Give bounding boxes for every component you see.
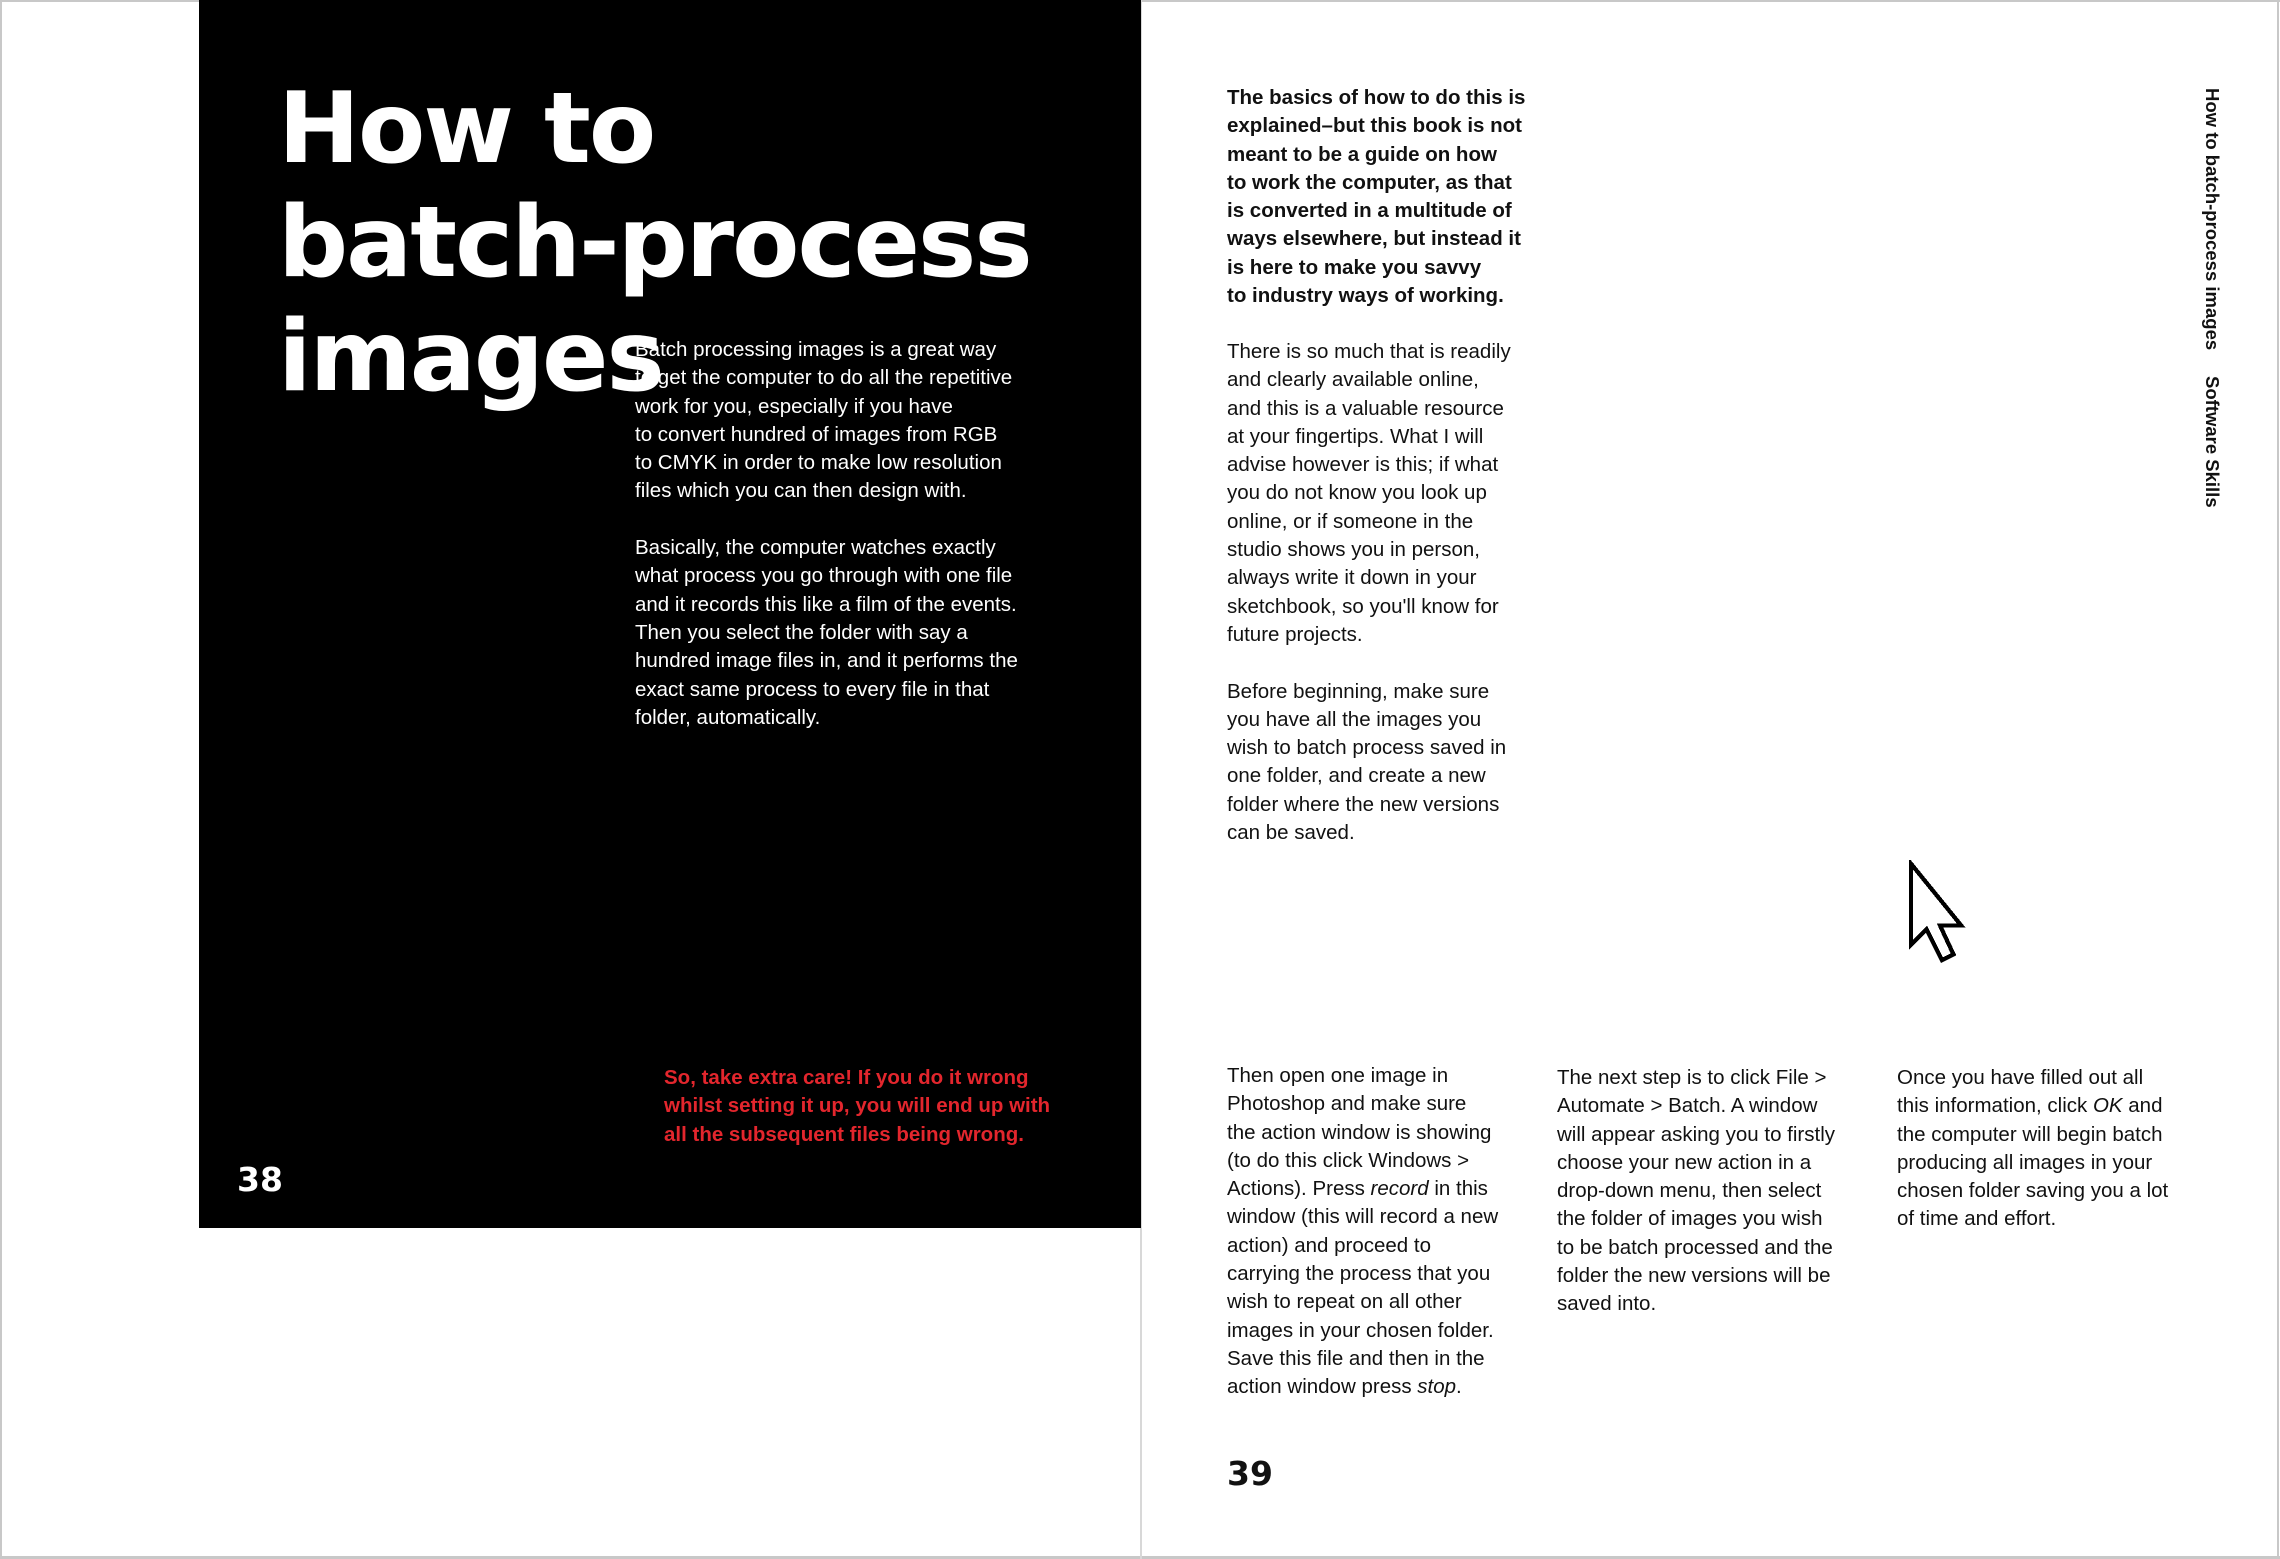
step-finish-text (1897, 1064, 2227, 1234)
mouse-pointer-icon (1907, 860, 1973, 964)
right-page-number: 39 (1227, 1454, 1273, 1493)
text-line: sketchbook, so you'll know for (1227, 594, 1499, 618)
online-resources-text (1227, 338, 1547, 847)
text-line: There is so much that is readily (1227, 340, 1511, 363)
text-line: future projects. (1227, 622, 1363, 646)
text-line (1227, 1175, 1547, 1203)
text-line: at your fingertips. What I will (1227, 424, 1484, 448)
text-line: saved into. (1557, 1292, 1657, 1316)
title-line: How to (278, 72, 655, 186)
text-line: Then open one image in (1227, 1064, 1449, 1087)
text-line: you have all the images you (1227, 707, 1482, 731)
text-line: work for you, especially if you have (635, 394, 953, 418)
left-page-edge (0, 0, 2, 1559)
text-line: will appear asking you to firstly (1557, 1122, 1836, 1146)
step-batch-menu-text (1557, 1064, 1877, 1319)
running-head-chapter: How to batch-process images (2202, 88, 2223, 351)
intro-paragraph-1 (635, 336, 1075, 506)
text-line: action) and proceed to (1227, 1233, 1431, 1257)
text-line: is converted in a multitude of (1227, 199, 1512, 223)
text-line: producing all images in your (1897, 1150, 2153, 1174)
text-line: and it records this like a film of the events. (635, 592, 1017, 616)
stop-word: stop (1417, 1375, 1457, 1399)
warning-callout (664, 1064, 1084, 1149)
intro-text (635, 336, 1075, 732)
text-line: you do not know you look up (1227, 481, 1487, 505)
text-line: Automate > Batch. A window (1557, 1094, 1818, 1118)
text-line: of time and effort. (1897, 1207, 2057, 1231)
text-line: images in your chosen folder. (1227, 1318, 1494, 1342)
text-line: advise however is this; if what (1227, 453, 1499, 477)
ok-word: OK (2092, 1094, 2123, 1118)
text-line: hundred image files in, and it performs the (635, 649, 1018, 673)
warning-line: So, take extra care! If you do it wrong (664, 1066, 1029, 1089)
text-fragment: Actions). Press (1227, 1177, 1371, 1201)
online-paragraph-1 (1227, 338, 1547, 649)
text-line: to CMYK in order to make low resolution (635, 451, 1002, 475)
text-line: Once you have filled out all (1897, 1066, 2144, 1089)
warning-line: all the subsequent files being wrong. (664, 1122, 1024, 1146)
text-line: folder the new versions will be (1557, 1264, 1831, 1288)
text-line: The next step is to click File > (1557, 1066, 1827, 1089)
text-line: wish to batch process saved in (1227, 736, 1507, 760)
text-line: exact same process to every file in that (635, 677, 990, 701)
text-line: and this is a valuable resource (1227, 396, 1504, 420)
mouse-pointer-body (1911, 864, 1961, 960)
warning-line: whilst setting it up, you will end up with (664, 1094, 1051, 1118)
text-line: drop-down menu, then select (1557, 1179, 1822, 1203)
text-line: what process you go through with one file (635, 564, 1013, 588)
text-line: and clearly available online, (1227, 368, 1479, 392)
text-fragment: action window press (1227, 1375, 1418, 1399)
text-line: Save this file and then in the (1227, 1346, 1485, 1370)
running-head-section: Software Skills (2202, 376, 2223, 508)
text-fragment: this information, click (1897, 1094, 2093, 1118)
record-word: record (1370, 1177, 1429, 1201)
text-line (1227, 1373, 1547, 1401)
text-line: choose your new action in a (1557, 1150, 1812, 1174)
right-page-edge (2277, 0, 2279, 1559)
text-line: can be saved. (1227, 821, 1355, 845)
text-line: (to do this click Windows > (1227, 1148, 1470, 1172)
text-fragment: in this (1428, 1177, 1488, 1201)
text-line: to convert hundred of images from RGB (635, 422, 998, 446)
text-line: carrying the process that you (1227, 1262, 1491, 1286)
text-line: folder where the new versions (1227, 792, 1500, 816)
text-line: to be batch processed and the (1557, 1235, 1833, 1259)
text-line: to industry ways of working. (1227, 284, 1504, 308)
text-line: Batch processing images is a great way (635, 338, 997, 361)
text-line: meant to be a guide on how (1227, 142, 1497, 166)
title-line: batch-process (278, 186, 1031, 300)
text-line: explained–but this book is not (1227, 114, 1522, 138)
text-line: is here to make you savvy (1227, 255, 1482, 279)
step-open-image-text (1227, 1062, 1547, 1402)
text-line: the folder of images you wish (1557, 1207, 1823, 1231)
intro-paragraph-2 (635, 534, 1075, 732)
text-line: folder, automatically. (635, 705, 821, 729)
text-line: to get the computer to do all the repetitive (635, 366, 1013, 390)
text-line: studio shows you in person, (1227, 538, 1480, 562)
text-line: online, or if someone in the (1227, 509, 1474, 533)
online-paragraph-2 (1227, 678, 1547, 848)
text-line: always write it down in your (1227, 566, 1477, 590)
text-line: ways elsewhere, but instead it (1227, 227, 1521, 251)
text-line: chosen folder saving you a lot (1897, 1179, 2169, 1203)
text-line: the computer will begin batch (1897, 1122, 2163, 1146)
title-line: images (278, 300, 663, 414)
running-head (2200, 88, 2224, 508)
text-line: window (this will record a new (1227, 1205, 1499, 1229)
text-fragment: . (1456, 1375, 1462, 1399)
text-line (1897, 1092, 2227, 1120)
text-line: Before beginning, make sure (1227, 679, 1490, 703)
left-page-number: 38 (237, 1160, 283, 1199)
text-line: wish to repeat on all other (1227, 1290, 1462, 1314)
text-line: The basics of how to do this is (1227, 86, 1526, 109)
text-line: the action window is showing (1227, 1120, 1492, 1144)
text-fragment: and (2122, 1094, 2163, 1118)
text-line: Basically, the computer watches exactly (635, 536, 996, 560)
lead-paragraph (1227, 84, 1547, 310)
text-line: Then you select the folder with say a (635, 620, 968, 644)
text-line: to work the computer, as that (1227, 170, 1512, 194)
text-line: files which you can then design with. (635, 479, 967, 503)
text-line: Photoshop and make sure (1227, 1092, 1467, 1116)
text-line: one folder, and create a new (1227, 764, 1486, 788)
